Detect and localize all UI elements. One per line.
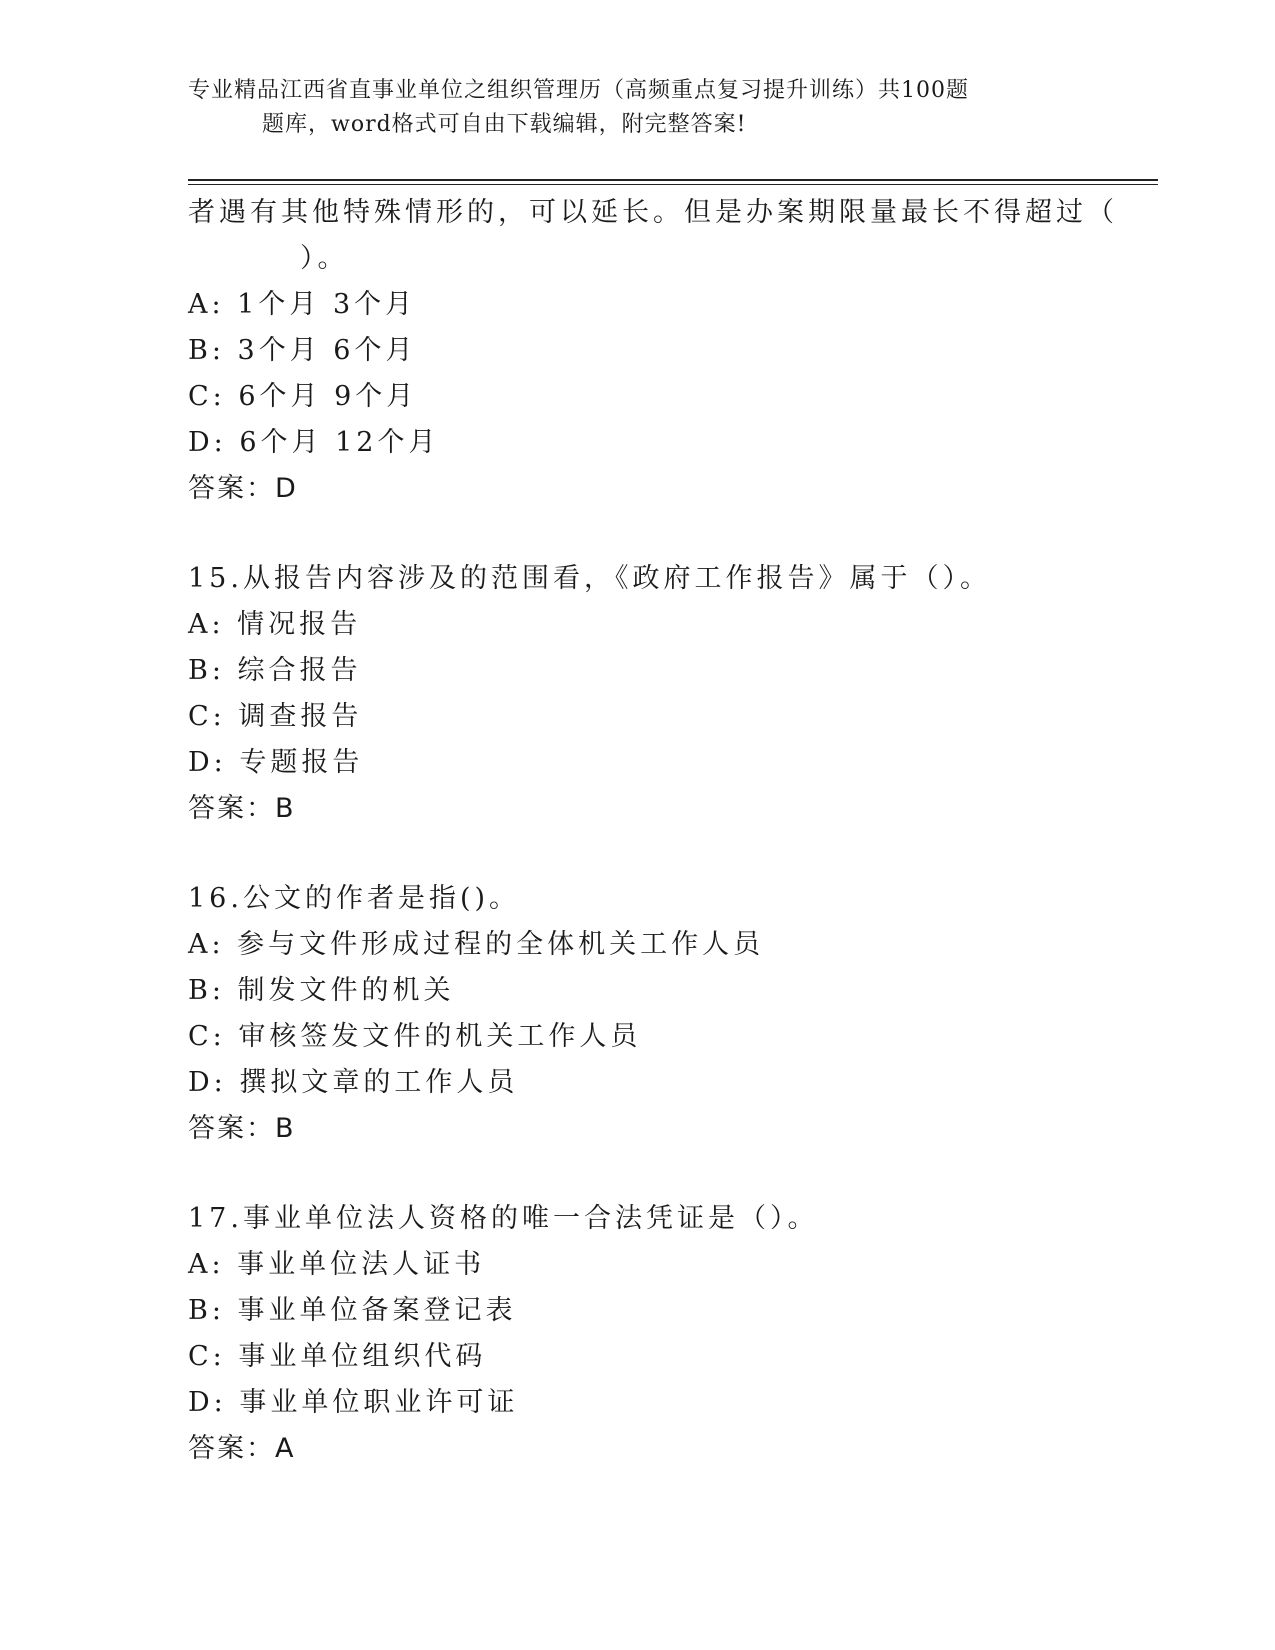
option-c: C: 事业单位组织代码: [188, 1341, 487, 1372]
question-list: [188, 190, 1118, 1472]
option-b: B: 综合报告: [188, 655, 362, 686]
header-rule-thick: [188, 179, 1158, 181]
question-15: [188, 556, 1108, 832]
header-rule-thin: [188, 184, 1158, 185]
question-title: 16.公文的作者是指()。: [188, 883, 521, 914]
option-b: B: 3个月 6个月: [188, 335, 417, 366]
question-text: 者遇有其他特殊情形的，可以延长。但是办案期限量最长不得超过（: [188, 197, 1118, 228]
option-a: A: 参与文件形成过程的全体机关工作人员: [188, 929, 765, 960]
option-d: D: 事业单位职业许可证: [188, 1387, 519, 1418]
question-title: 17.事业单位法人资格的唯一合法凭证是（）。: [188, 1203, 819, 1234]
option-c: C: 审核签发文件的机关工作人员: [188, 1021, 642, 1052]
question-14-continued: [188, 190, 1118, 512]
header-title-line-2: 题库，word格式可自由下载编辑，附完整答案!: [262, 112, 747, 137]
option-d: D: 6个月 12个月: [188, 427, 440, 458]
page-header: [188, 74, 1048, 142]
option-b: B: 事业单位备案登记表: [188, 1295, 517, 1326]
answer: 答案：A: [188, 1433, 296, 1464]
question-16: [188, 876, 1108, 1152]
option-c: C: 调查报告: [188, 701, 363, 732]
header-title-line-1: 专业精品江西省直事业单位之组织管理历（高频重点复习提升训练）共100题: [188, 78, 969, 103]
answer: 答案：B: [188, 1113, 296, 1144]
option-d: D: 专题报告: [188, 747, 364, 778]
option-a: A: 1个月 3个月: [188, 289, 417, 320]
option-a: A: 情况报告: [188, 609, 362, 640]
answer: 答案：D: [188, 473, 298, 504]
option-c: C: 6个月 9个月: [188, 381, 418, 412]
answer: 答案：B: [188, 793, 296, 824]
question-17: [188, 1196, 1108, 1472]
option-d: D: 撰拟文章的工作人员: [188, 1067, 519, 1098]
question-text: ）。: [300, 243, 349, 274]
option-a: A: 事业单位法人证书: [188, 1249, 486, 1280]
question-title: 15.从报告内容涉及的范围看，《政府工作报告》属于（）。: [188, 563, 991, 594]
option-b: B: 制发文件的机关: [188, 975, 455, 1006]
